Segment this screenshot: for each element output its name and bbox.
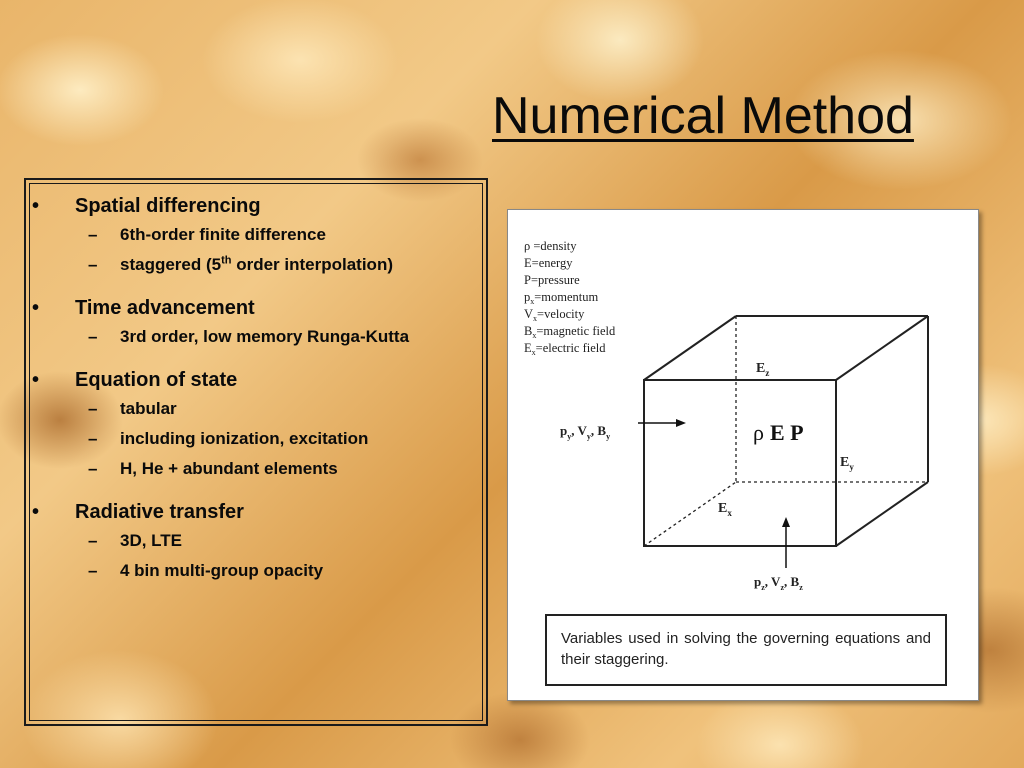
bullet-spatial-differencing: • Spatial differencing [30, 192, 409, 220]
label-ez: $E_z$ [756, 361, 770, 378]
bullet-radiative-transfer: • Radiative transfer [32, 501, 244, 523]
arrow-bottom-head [782, 517, 790, 527]
legend-velocity: $V_x=velocity$ [524, 307, 585, 323]
label-pz-vz-bz: $p_z$, $V_z$, $B_z$ [754, 574, 803, 592]
legend-momentum: $p_x=momentum$ [524, 290, 599, 306]
legend-magnetic-field: $B_x=magnetic$ field [524, 324, 616, 340]
variable-legend [524, 239, 616, 357]
sub-bullet: – tabular [88, 399, 177, 418]
cube-top-right-edge [836, 316, 928, 380]
cube-top-left-edge [644, 316, 736, 380]
sub-bullet: – 6th-order finite difference [88, 225, 326, 244]
legend-density: ρ =density [524, 239, 577, 253]
label-py-vy-by: $p_y$, $V_y$, $B_y$ [560, 423, 611, 441]
arrow-left-head [676, 419, 686, 427]
figure-caption: Variables used in solving the governing equations and their staggering. [545, 614, 947, 686]
legend-electric-field: $E_x=electric$ field [524, 341, 606, 357]
cube-bottom-right-edge [836, 482, 928, 546]
label-ex: $E_x$ [718, 501, 732, 518]
legend-energy: E=energy [524, 256, 573, 270]
sub-bullet: – 3rd order, low memory Runga-Kutta [88, 327, 410, 346]
legend-pressure: P=pressure [524, 273, 580, 287]
bullet-equation-of-state: • Equation of state [32, 369, 238, 391]
bullet-dot: • [32, 195, 40, 217]
cube-front-face [644, 380, 836, 546]
bullet-time-advancement: • Time advancement [32, 297, 255, 319]
sub-bullet: – H, He + abundant elements [88, 459, 338, 478]
label-rho-e-p: ρ E P [753, 420, 804, 445]
sub-bullet: – including ionization, excitation [88, 429, 369, 448]
sub-bullet: – 4 bin multi-group opacity [88, 561, 324, 580]
bullet-list [30, 192, 409, 586]
sub-bullet: – 3D, LTE [88, 531, 183, 550]
sub-bullet-staggered: – staggered (5th order interpolation) [88, 254, 393, 274]
label-ey: $E_y$ [840, 455, 854, 472]
slide-title: Numerical Method [492, 87, 914, 145]
